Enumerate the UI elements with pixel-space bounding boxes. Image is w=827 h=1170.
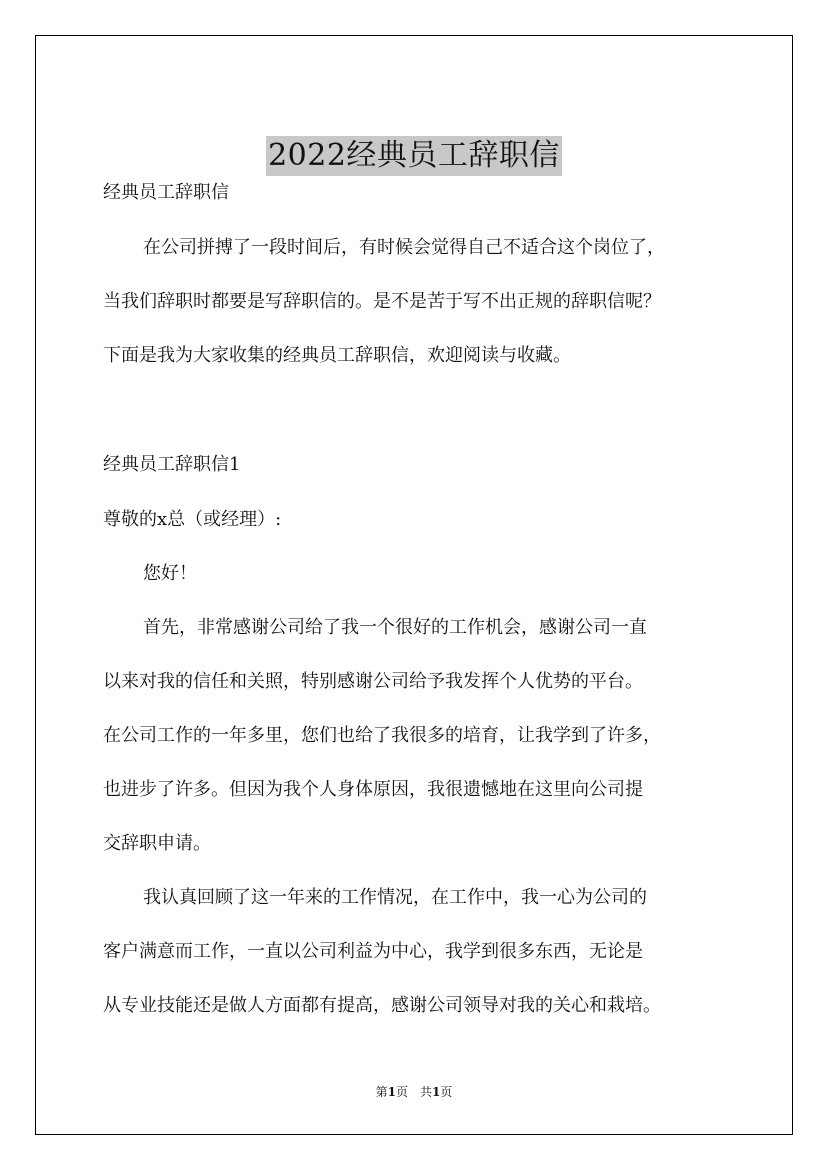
footer-mid: 页 共 bbox=[395, 1085, 432, 1099]
body-line: 当我们辞职时都要是写辞职信的。是不是苦于写不出正规的辞职信呢？ bbox=[103, 291, 661, 312]
document-title: 2022经典员工辞职信 bbox=[266, 136, 562, 176]
body-line: 在公司工作的一年多里，您们也给了我很多的培育，让我学到了许多， bbox=[103, 725, 661, 746]
body-line: 客户满意而工作，一直以公司利益为中心，我学到很多东西，无论是 bbox=[103, 941, 643, 962]
body-line: 我认真回顾了这一年来的工作情况，在工作中，我一心为公司的 bbox=[143, 887, 647, 908]
footer-prefix: 第 bbox=[375, 1085, 388, 1099]
greeting: 您好！ bbox=[143, 563, 197, 584]
footer-suffix: 页 bbox=[440, 1085, 453, 1099]
body-line: 首先，非常感谢公司给了我一个很好的工作机会，感谢公司一直 bbox=[143, 617, 647, 638]
salutation: 尊敬的x总（或经理）: bbox=[103, 509, 282, 530]
title-container bbox=[36, 136, 792, 176]
body-line: 也进步了许多。但因为我个人身体原因，我很遗憾地在这里向公司提 bbox=[103, 779, 643, 800]
body-line-heading: 经典员工辞职信 bbox=[103, 182, 229, 203]
body-line: 在公司拼搏了一段时间后，有时候会觉得自己不适合这个岗位了， bbox=[143, 237, 665, 258]
body-line: 交辞职申请。 bbox=[103, 833, 211, 854]
body-line: 下面是我为大家收集的经典员工辞职信，欢迎阅读与收藏。 bbox=[103, 345, 571, 366]
page-footer bbox=[36, 1084, 792, 1100]
body-line: 从专业技能还是做人方面都有提高，感谢公司领导对我的关心和栽培。 bbox=[103, 995, 661, 1016]
section-heading: 经典员工辞职信1 bbox=[103, 454, 241, 475]
document-page bbox=[35, 35, 793, 1135]
body-line: 以来对我的信任和关照，特别感谢公司给予我发挥个人优势的平台。 bbox=[103, 671, 643, 692]
footer-page-number: 1 bbox=[387, 1085, 396, 1099]
footer-page-total: 1 bbox=[432, 1085, 441, 1099]
